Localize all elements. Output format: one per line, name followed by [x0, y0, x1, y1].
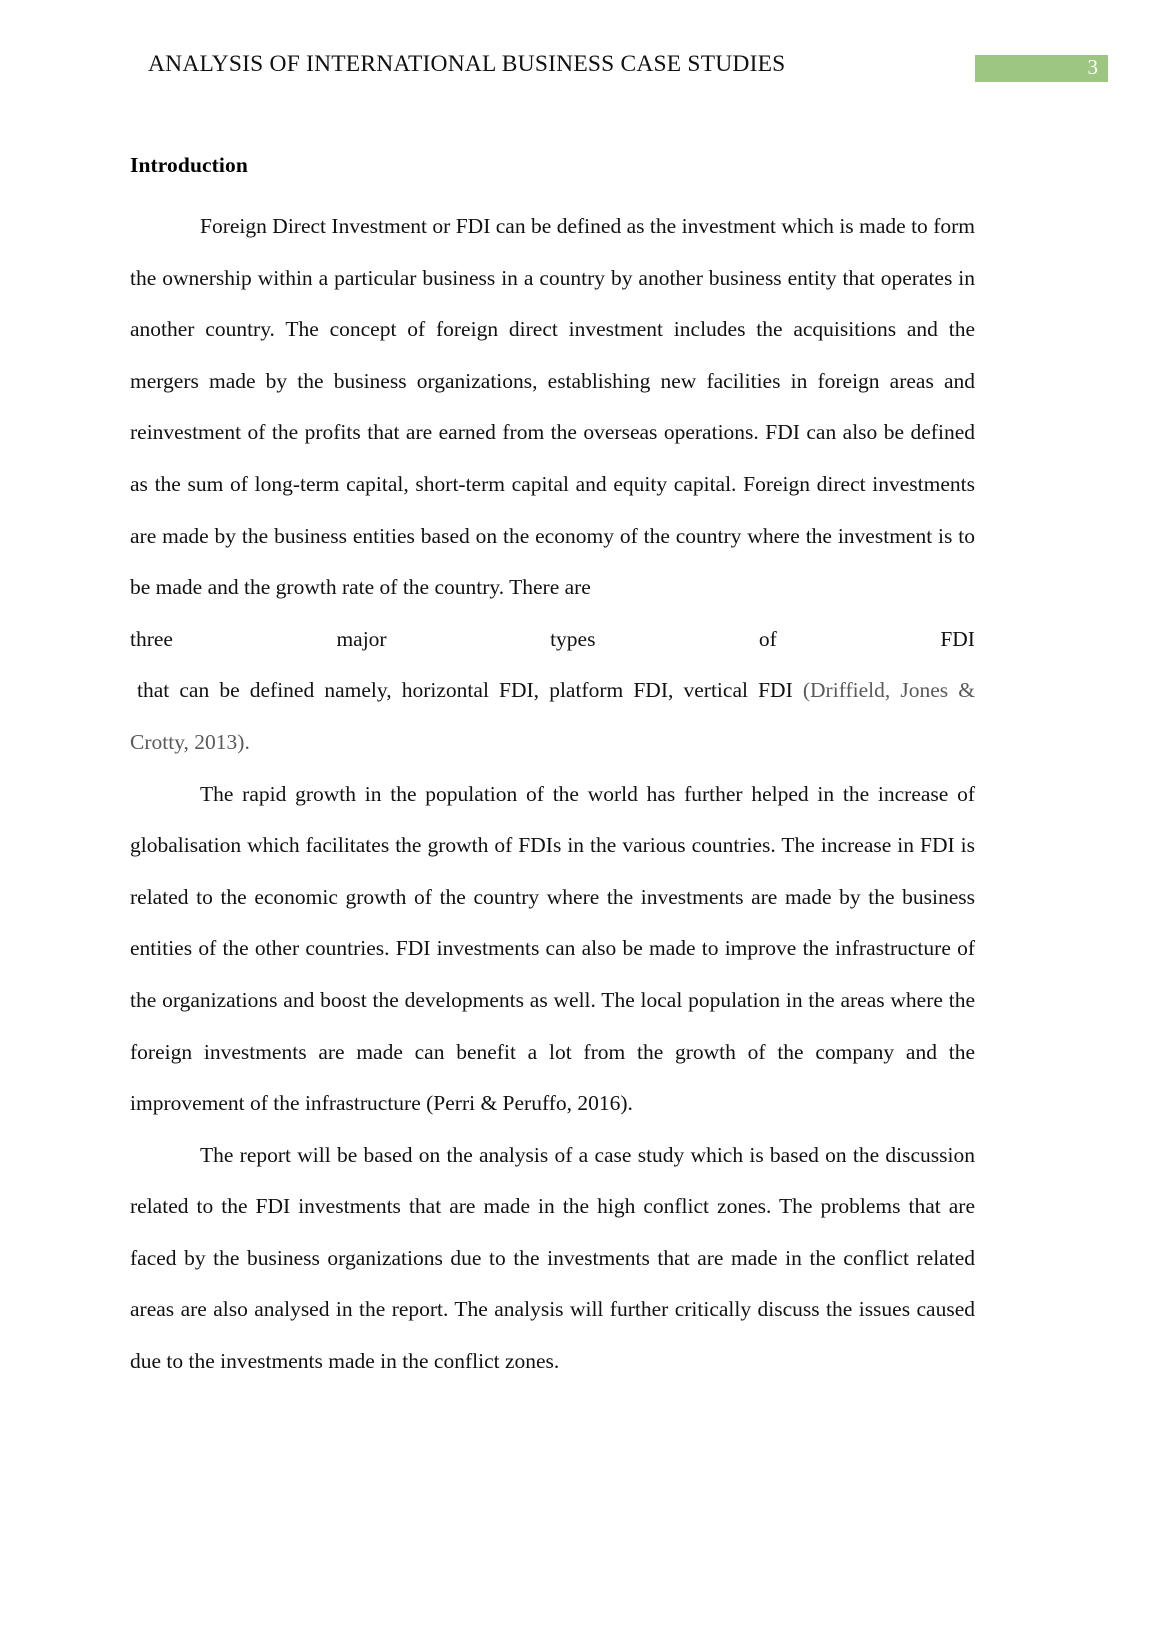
stretched-word-3: types — [550, 626, 596, 651]
stretched-word-4: of — [758, 626, 777, 651]
page-number-badge — [975, 55, 1108, 82]
stretched-word-1: three — [130, 626, 173, 651]
paragraph-2 — [130, 769, 975, 1130]
section-heading-introduction: Introduction — [130, 153, 248, 177]
document-body — [130, 150, 975, 1388]
citation-perri: (Perri & Peruffo, 2016). — [426, 1091, 633, 1116]
paragraph-1-part-b — [130, 665, 975, 768]
page-number: 3 — [1087, 55, 1098, 79]
paragraph-1-part-a: Foreign Direct Investment or FDI can be defined as the investment which is made to form the ownership within a particular business in a country by another business entity that operates in another country. The concept of foreign direct investment includes the acquisitions and the mergers made by the business organizations, establishing new facilities in foreign areas and reinvestment of the profits that are earned from the overseas operations. FDI can also be defined as the sum of long-term capital, short-term capital and equity capital. Foreign direct investments are made by the business entities based on the economy of the country where the investment is to be made and the growth rate of the country. There are — [130, 214, 975, 600]
paragraph-3: The report will be based on the analysis of a case study which is based on the discussion related to the FDI investments that are made in the high conflict zones. The problems that are faced by the business organizations due to the investments that are made in the conflict related areas are also analysed in the report. The analysis will further critically discuss the issues caused due to the investments made in the conflict zones. — [130, 1142, 975, 1374]
running-header-title: ANALYSIS OF INTERNATIONAL BUSINESS CASE STUDIES — [148, 51, 786, 77]
citation-driffield: (Driffield, Jones & Crotty, 2013). — [130, 678, 975, 754]
stretched-word-5: FDI — [940, 626, 975, 651]
stretched-word-2: major — [336, 626, 387, 651]
page-header — [0, 48, 1158, 88]
paragraph-1-part-b-text: that can be defined namely, horizontal FDI, platform FDI, vertical FDI — [137, 678, 803, 703]
paragraph-2-text: The rapid growth in the population of the world has further helped in the increase of globalisation which facilitates the growth of FDIs in the various countries. The increase in FDI is related to the economic growth of the country where the investments are made by the business entities of the other countries. FDI investments can also be made to improve the infrastructure of the organizations and boost the developments as well. The local population in the areas where the foreign investments are made can benefit a lot from the growth of the company and the improvement of the infrastructure — [130, 781, 975, 1116]
paragraph-1-stretched-line — [130, 614, 975, 666]
